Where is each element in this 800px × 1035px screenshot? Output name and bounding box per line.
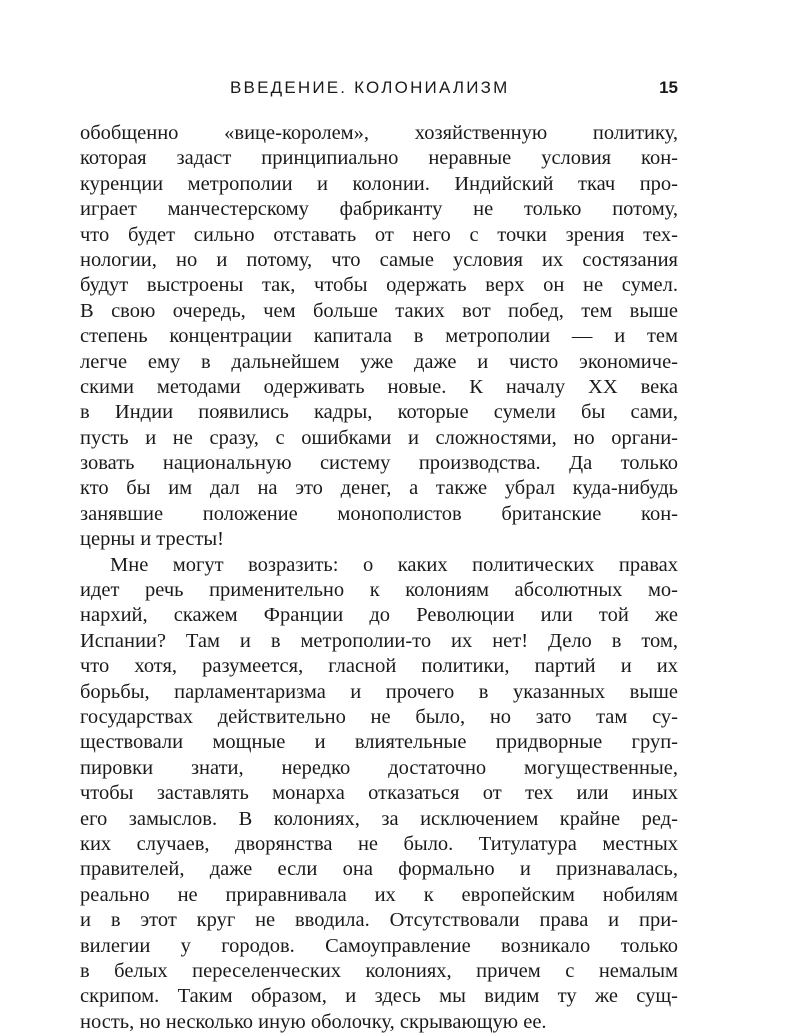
text-line: что будет сильно отставать от него с точки зрения тех- (80, 223, 678, 246)
text-line: правителей, даже если она формально и признавалась, (80, 858, 678, 881)
text-line: и в этот круг не вводила. Отсутствовали права и при- (80, 909, 678, 932)
paragraph (80, 121, 678, 553)
text-line: ность, но несколько иную оболочку, скрывающую ее. (80, 1010, 547, 1033)
text-line: государствах действительно не было, но зато там су- (80, 705, 678, 728)
text-line: нархий, скажем Франции до Революции или той же (80, 604, 678, 627)
text-line: реально не приравнивала их к европейским нобилям (80, 883, 678, 906)
paragraph (80, 553, 678, 1035)
body-text (80, 121, 678, 1035)
text-line: что хотя, разумеется, гласной политики, партий и их (80, 655, 678, 678)
text-line: занявшие положение монополистов британские кон- (80, 502, 678, 525)
chapter-title: ВВЕДЕНИЕ. КОЛОНИАЛИЗМ (230, 78, 510, 97)
text-line: Испании? Там и в метрополии-то их нет! Дело в том, (80, 629, 678, 652)
text-line: в Индии появились кадры, которые сумели бы сами, (80, 401, 678, 424)
text-line: ществовали мощные и влиятельные придворные груп- (80, 731, 678, 754)
text-line: будут выстроены так, чтобы одержать верх он не сумел. (80, 274, 678, 297)
text-line: обобщенно «вице-королем», хозяйственную политику, (80, 122, 678, 144)
text-line: его замыслов. В колониях, за исключением крайне ред- (80, 807, 678, 830)
text-line: скими методами одерживать новые. К началу XX века (80, 375, 678, 398)
text-line: чтобы заставлять монарха отказаться от тех или иных (80, 782, 678, 805)
text-line: куренции метрополии и колонии. Индийский ткач про- (80, 172, 678, 195)
text-line: легче ему в дальнейшем уже даже и чисто экономиче- (80, 350, 678, 373)
text-line: в белых переселенческих колониях, причем с немалым (80, 959, 678, 982)
text-line: зовать национальную систему производства. Да только (80, 452, 678, 475)
running-head (80, 78, 678, 102)
text-line: идет речь применительно к колониям абсолютных мо- (80, 579, 678, 602)
text-line: кто бы им дал на это денег, а также убрал куда-нибудь (80, 477, 678, 500)
text-line: Мне могут возразить: о каких политических правах (110, 553, 678, 576)
text-line: играет манчестерскому фабриканту не только потому, (80, 198, 678, 221)
text-line: которая задаст принципиально неравные условия кон- (80, 147, 678, 170)
text-line: скрипом. Таким образом, и здесь мы видим ту же сущ- (80, 985, 678, 1008)
text-line: церны и тресты! (80, 528, 225, 551)
text-line: нологии, но и потому, что самые условия их состязания (80, 248, 678, 271)
text-line: В свою очередь, чем больше таких вот побед, тем выше (80, 299, 678, 322)
page-number: 15 (659, 78, 678, 97)
text-line: борьбы, парламентаризма и прочего в указанных выше (80, 680, 678, 703)
text-line: степень концентрации капитала в метрополии — и тем (80, 325, 678, 348)
text-line: вилегии у городов. Самоуправление возникало только (80, 934, 678, 957)
text-line: пировки знати, нередко достаточно могущественные, (80, 756, 678, 779)
text-line: пусть и не сразу, с ошибками и сложностями, но органи- (80, 426, 678, 449)
text-line: ких случаев, дворянства не было. Титулатура местных (80, 832, 678, 855)
